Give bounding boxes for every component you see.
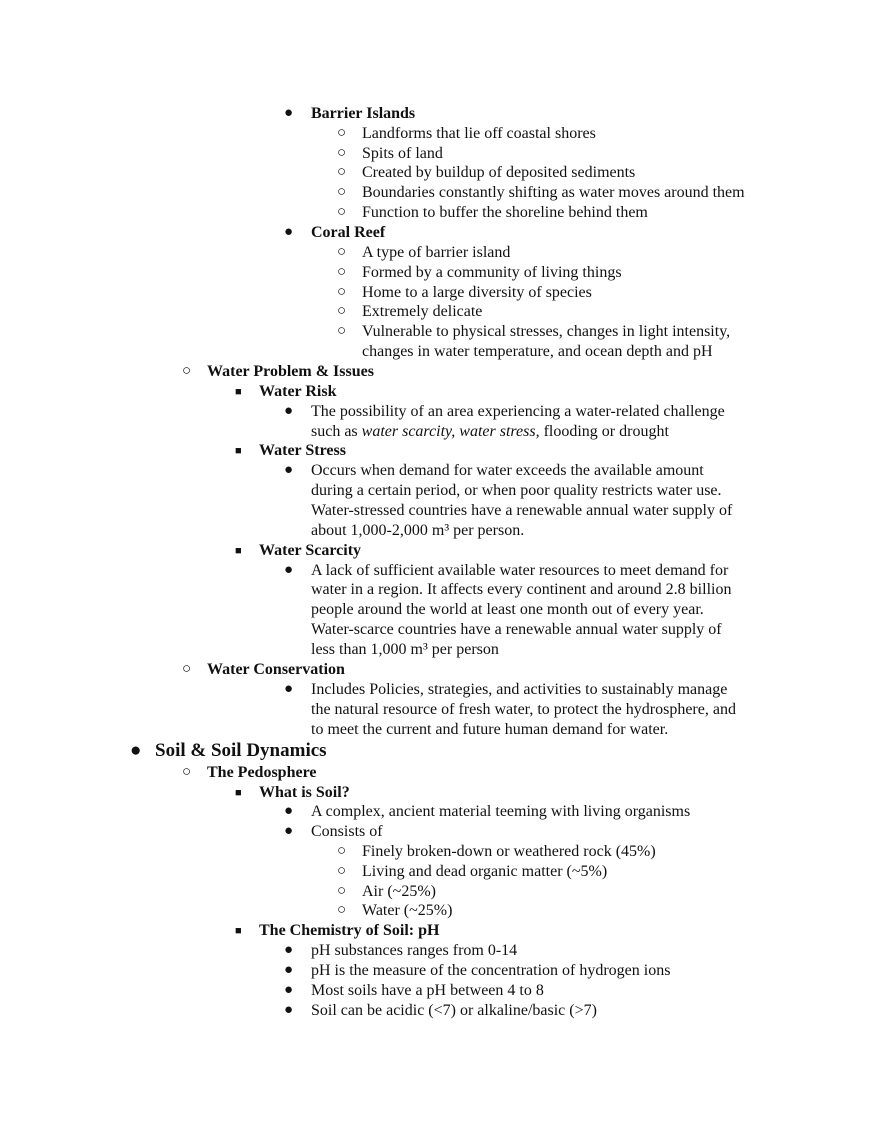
bullet-circle: ○ [337,145,347,161]
document-page: ● Barrier Islands ○ Landforms that lie off coastal shores ○ Spits of land ○ Created by buildup of deposited sediments ○ Boundaries constantly shifting as water moves around them ○ Function to buffer the shoreline behind them ● Coral Reef ○ A type of barrier island ○ Formed by a community of living things ○ Home to a large diversity of species ○ Extremely delicate ○ Vulnerable to physical stresses, changes in light intensity, changes in water temperature, and ocean depth and pH ○ Water Problem & Issues ■ Water Risk ● The possibility of an area experiencing a water-related challenge such as water scarcity, water stress, flooding or drought ■ Water Stress ● Occurs when demand for water exceeds the available amount during a certain period, or when poor quality restricts water use. Water-stressed countries have a renewable annual water supply of about 1,000-2,000 m³ per person. ■ Water Scarcity ● A lack of sufficient available water resources to meet demand for water in a region. It affects every continent and around 2.8 billion people around the world at least one month out of every year. Water-scarce countries have a renewable annual water supply of less than 1,000 m³ per person ○ Water Conservation ● Includes Policies, strategies, and activities to sustainably manage the natural resource of fresh water, to protect the hydrosphere, and to meet the current and future human demand for water. ● Soil & Soil Dynamics ○ The Pedosphere ■ What is Soil? ● A complex, ancient material teeming with living organisms ● Consists of ○ Finely broken-down or weathered rock (45%) ○ Living and dead organic matter (~5%) ○ Air (~25%) ○ Water (~25%) ■ The Chemistry of Soil: pH ● pH substances ranges from 0-14 ● pH is the measure of the concentration of hydrogen ions ● Most soils have a pH between 4 to 8 ● Soil can be acidic (<7) or alkaline/basic (>7) [130,105,745,1019]
bullet-circle: ○ [337,843,347,859]
bullet-square: ■ [235,925,242,937]
bullet-disc: ● [130,740,142,761]
bullet-circle: ○ [337,902,347,918]
bullet-disc: ● [284,224,294,240]
bullet-disc: ● [284,105,294,121]
bullet-circle: ○ [337,184,347,200]
bullet-square: ■ [235,787,242,799]
bullet-square: ■ [235,445,242,457]
bullet-disc: ● [284,962,294,978]
bullet-disc: ● [284,803,294,819]
bullet-circle: ○ [337,883,347,899]
bullet-disc: ● [284,823,294,839]
bullet-circle: ○ [182,363,192,379]
bullet-disc: ● [284,1002,294,1018]
bullet-circle: ○ [337,264,347,280]
bullet-square: ■ [235,545,242,557]
bullet-disc: ● [284,982,294,998]
bullet-circle: ○ [337,204,347,220]
bullet-disc: ● [284,562,294,578]
bullet-disc: ● [284,942,294,958]
barrier-islands-title: Barrier Islands [311,105,416,122]
bullet-circle: ○ [182,661,192,677]
bullet-disc: ● [284,681,294,697]
bullet-disc: ● [284,403,294,419]
bullet-circle: ○ [337,284,347,300]
bullet-disc: ● [284,462,294,478]
bullet-circle: ○ [337,125,347,141]
bullet-square: ■ [235,386,242,398]
bullet-circle: ○ [337,863,347,879]
bullet-circle: ○ [337,244,347,260]
bullet-circle: ○ [337,164,347,180]
bullet-circle: ○ [337,323,347,339]
bullet-circle: ○ [182,764,192,780]
bullet-circle: ○ [337,303,347,319]
